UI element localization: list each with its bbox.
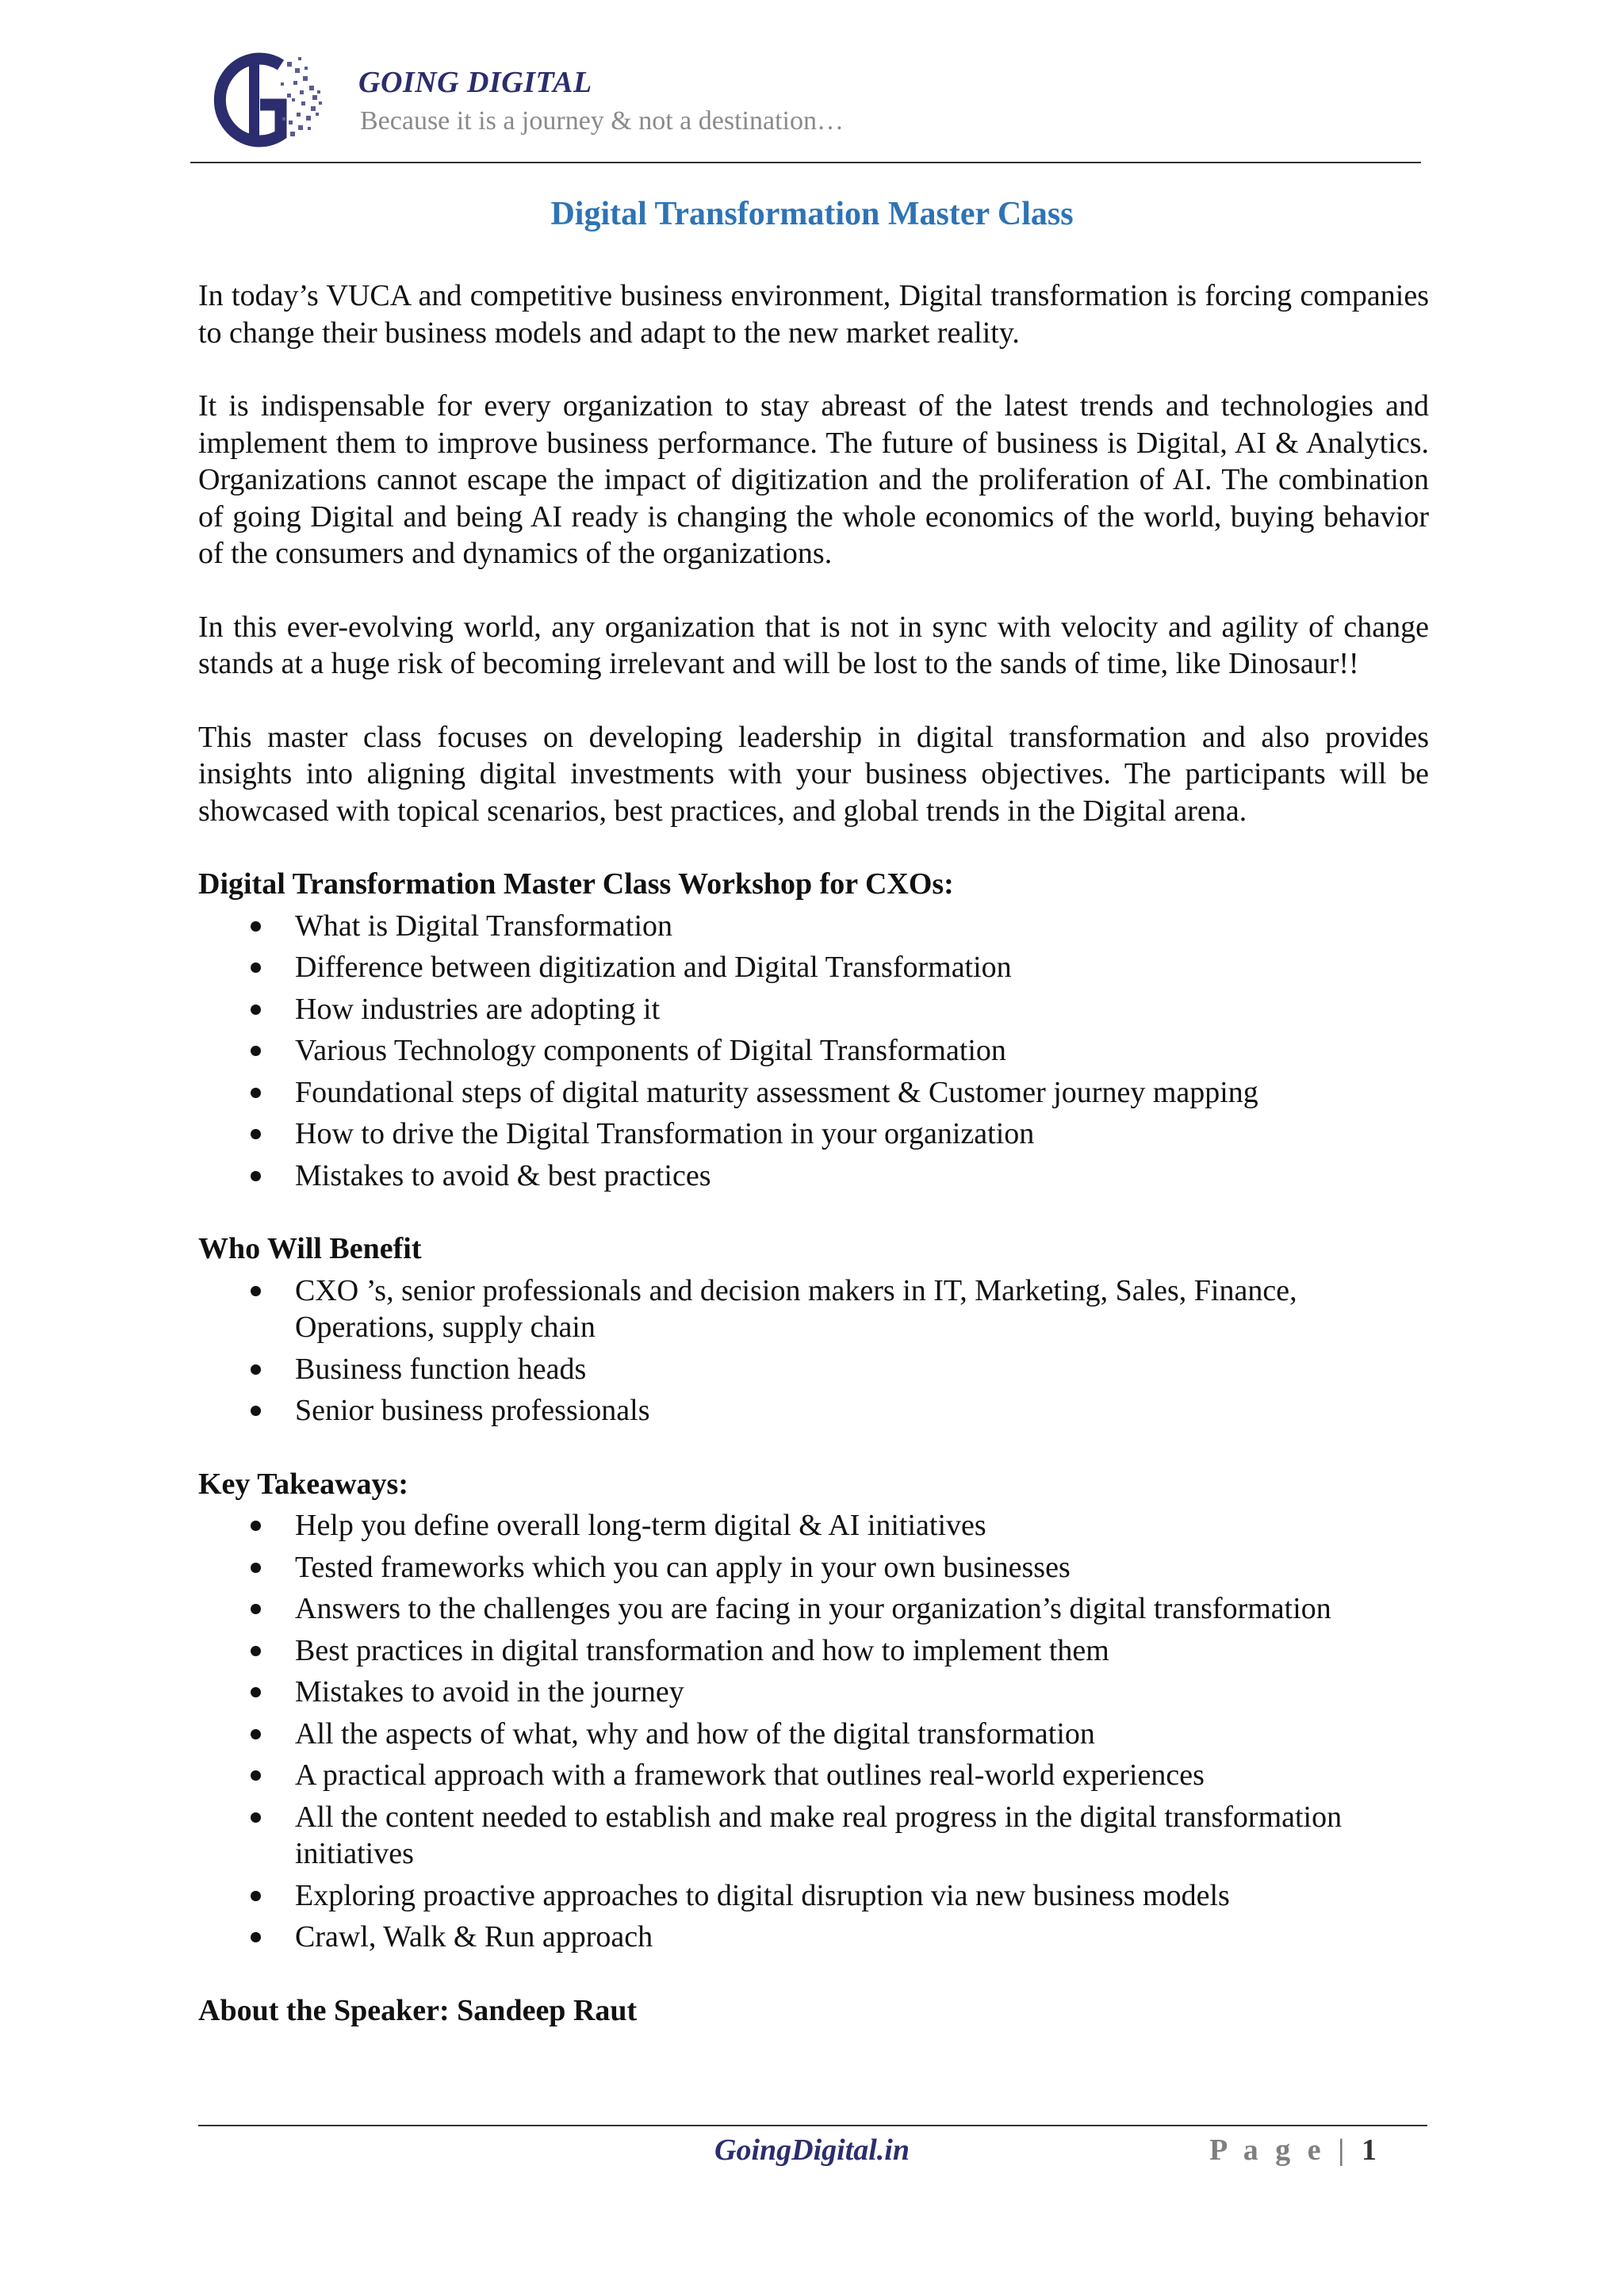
list-item: Crawl, Walk & Run approach	[198, 1919, 1429, 1956]
risk-paragraph: In this ever-evolving world, any organization that is not in sync with velocity and agility of change stands at a huge risk of becoming irrelevant and will be lost to the sands of time, like Dinosaur!!	[198, 610, 1429, 680]
list-item: All the content needed to establish and make real progress in the digital transformation initiatives	[198, 1799, 1429, 1873]
page-label: P a g e |	[1209, 2133, 1350, 2167]
list-item: What is Digital Transformation	[198, 908, 1429, 945]
list-item: CXO ’s, senior professionals and decision makers in IT, Marketing, Sales, Finance, Operations, supply chain	[198, 1272, 1429, 1346]
list-item: All the aspects of what, why and how of the digital transformation	[198, 1716, 1429, 1753]
brand-tagline: Because it is a journey & not a destination…	[360, 106, 844, 136]
benefit-heading: Who Will Benefit	[198, 1232, 422, 1265]
page-header	[190, 40, 1421, 165]
workshop-heading: Digital Transformation Master Class Workshop for CXOs:	[198, 867, 954, 901]
list-item: Various Technology components of Digital Transformation	[198, 1032, 1429, 1070]
document-body	[198, 277, 1429, 2029]
list-item: Tested frameworks which you can apply in your own businesses	[198, 1549, 1429, 1586]
list-item: Business function heads	[198, 1351, 1429, 1388]
footer-website: GoingDigital.in	[714, 2133, 910, 2167]
intro-paragraph: In today’s VUCA and competitive business environment, Digital transformation is forcing companies to change their business models and adapt to the new market reality.	[198, 279, 1429, 350]
footer-divider	[198, 2125, 1427, 2126]
brand-name: GOING DIGITAL	[358, 66, 592, 99]
list-item: Foundational steps of digital maturity assessment & Customer journey mapping	[198, 1074, 1429, 1112]
focus-paragraph: This master class focuses on developing leadership in digital transformation and also provides insights into aligning digital investments with your business objectives. The participants will be showcased with topical scenarios, best practices, and global trends in the Digital arena.	[198, 720, 1429, 828]
takeaways-list	[198, 1507, 1429, 1956]
list-item: Difference between digitization and Digital Transformation	[198, 949, 1429, 986]
speaker-heading: About the Speaker: Sandeep Raut	[198, 1993, 638, 2027]
takeaways-heading: Key Takeaways:	[198, 1467, 408, 1501]
going-digital-logo	[205, 44, 325, 155]
list-item: How to drive the Digital Transformation in your organization	[198, 1115, 1429, 1153]
benefit-list	[198, 1272, 1429, 1429]
page-number	[1209, 2133, 1381, 2168]
page-number-value: 1	[1362, 2133, 1381, 2167]
list-item: Mistakes to avoid in the journey	[198, 1674, 1429, 1711]
list-item: Answers to the challenges you are facing in your organization’s digital transformation	[198, 1590, 1429, 1628]
workshop-list	[198, 908, 1429, 1195]
list-item: Help you define overall long-term digital & AI initiatives	[198, 1507, 1429, 1544]
list-item: A practical approach with a framework that outlines real-world experiences	[198, 1757, 1429, 1794]
page-title: Digital Transformation Master Class	[550, 196, 1074, 232]
list-item: Best practices in digital transformation and how to implement them	[198, 1632, 1429, 1670]
header-divider	[190, 162, 1421, 163]
trends-paragraph: It is indispensable for every organization to stay abreast of the latest trends and technologies and implement them to improve business performance. The future of business is Digital, AI & Analytics. Organizations cannot escape the impact of digitization and the proliferation of AI. The combination of going Digital and being AI ready is changing the whole economics of the world, buying behavior of the consumers and dynamics of the organizations.	[198, 389, 1429, 570]
list-item: Exploring proactive approaches to digital disruption via new business models	[198, 1877, 1429, 1915]
list-item: Mistakes to avoid & best practices	[198, 1158, 1429, 1195]
list-item: Senior business professionals	[198, 1392, 1429, 1429]
list-item: How industries are adopting it	[198, 991, 1429, 1028]
